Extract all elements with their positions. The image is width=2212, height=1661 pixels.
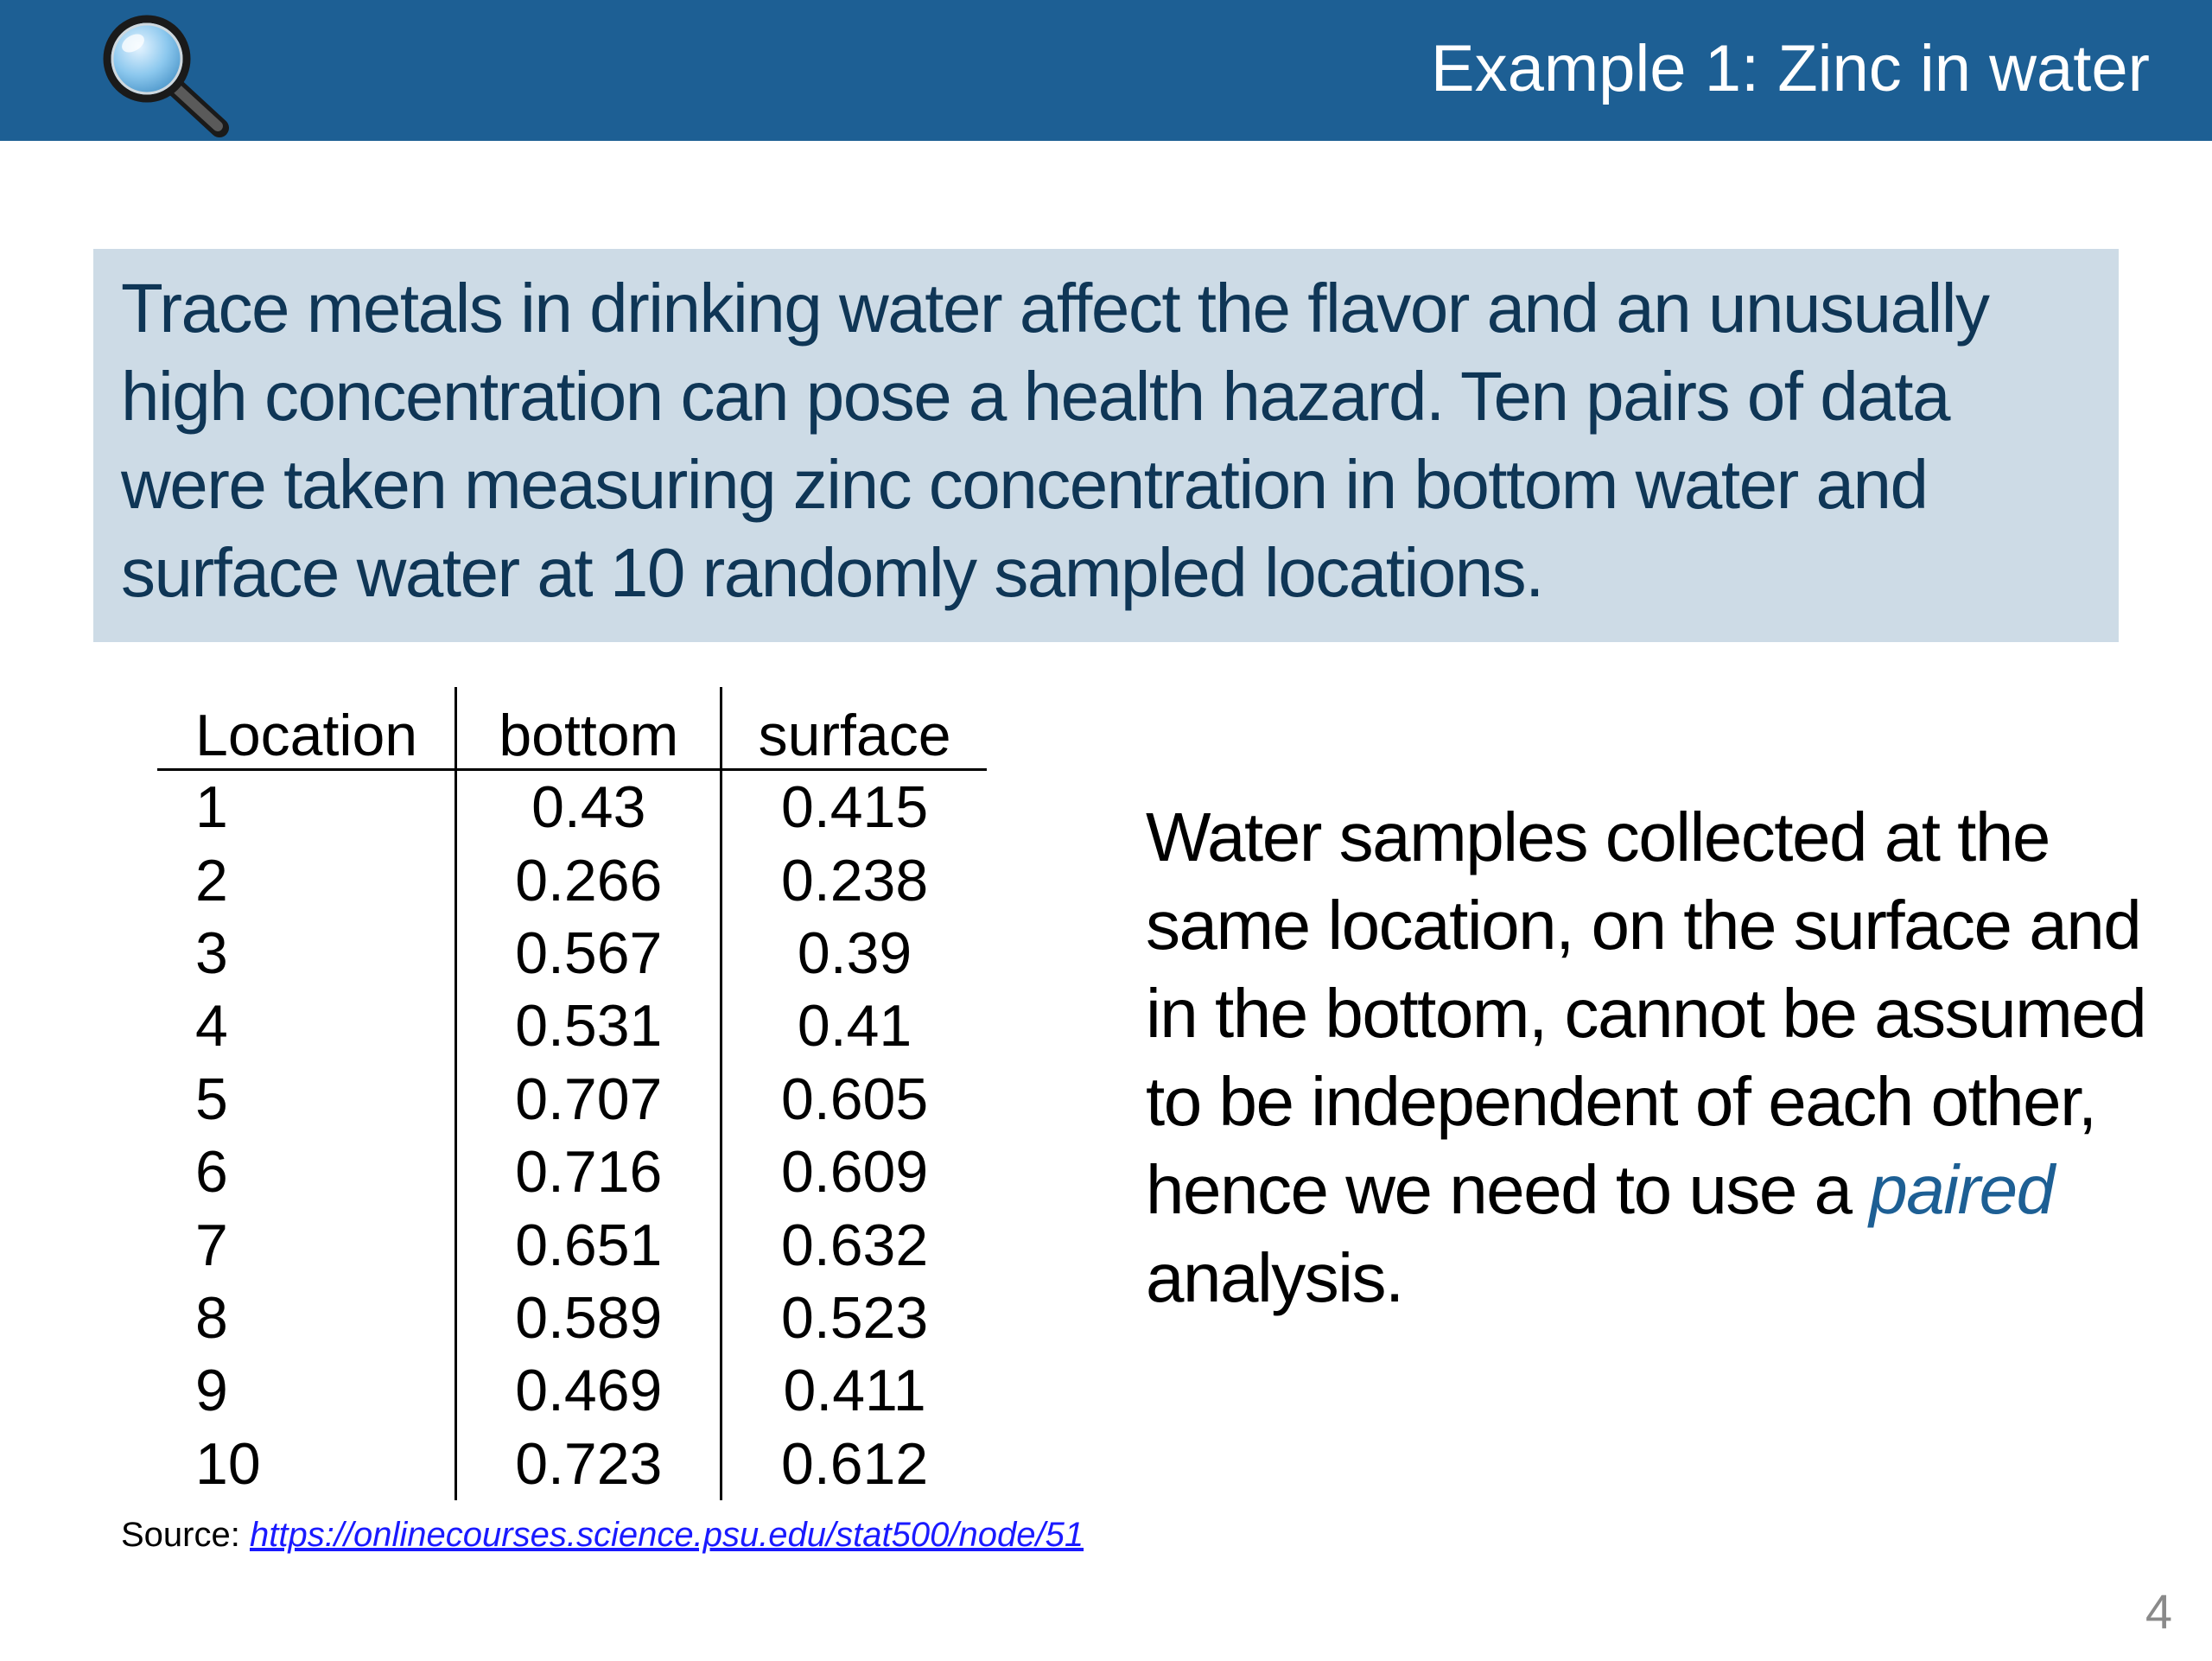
surface-cell: 0.411 bbox=[721, 1354, 987, 1427]
surface-cell: 0.39 bbox=[721, 917, 987, 990]
surface-cell: 0.523 bbox=[721, 1282, 987, 1354]
surface-cell: 0.612 bbox=[721, 1428, 987, 1500]
intro-text: Trace metals in drinking water affect the flavor and an unusually high concentration can pose a health hazard. Ten pairs of data were taken measuring zinc concentration in bottom water and surface water at 10 randomly sampled locations. bbox=[121, 270, 1989, 611]
table-row bbox=[157, 1063, 987, 1136]
table-row bbox=[157, 1354, 987, 1427]
source-label: Source: bbox=[121, 1516, 250, 1554]
note-emphasis-paired: paired bbox=[1869, 1151, 2054, 1228]
data-table-container bbox=[157, 687, 987, 1500]
table-header-row bbox=[157, 687, 987, 770]
location-cell: 8 bbox=[195, 1284, 228, 1351]
table-row bbox=[157, 990, 987, 1062]
location-cell: 1 bbox=[195, 774, 228, 841]
table-row bbox=[157, 1428, 987, 1500]
table-row bbox=[157, 770, 987, 844]
table-row bbox=[157, 917, 987, 990]
column-header-bottom: bottom bbox=[456, 687, 721, 770]
location-cell: 9 bbox=[195, 1358, 228, 1424]
note-text-before: Water samples collected at the same location, on the surface and in the bottom, cannot be assumed to be independent of each other, hence we need to use a bbox=[1146, 799, 2146, 1228]
bottom-cell: 0.531 bbox=[456, 990, 721, 1062]
bottom-cell: 0.707 bbox=[456, 1063, 721, 1136]
header-bar bbox=[0, 0, 2212, 141]
bottom-cell: 0.723 bbox=[456, 1428, 721, 1500]
location-cell: 10 bbox=[195, 1430, 261, 1497]
surface-cell: 0.605 bbox=[721, 1063, 987, 1136]
paired-analysis-note bbox=[1146, 793, 2148, 1322]
intro-box bbox=[93, 249, 2119, 642]
bottom-cell: 0.43 bbox=[456, 770, 721, 844]
table-row bbox=[157, 1208, 987, 1281]
location-cell: 4 bbox=[195, 993, 228, 1060]
table-row bbox=[157, 1136, 987, 1208]
location-cell: 7 bbox=[195, 1212, 228, 1278]
note-text-after: analysis. bbox=[1146, 1239, 1403, 1316]
table-row bbox=[157, 1282, 987, 1354]
bottom-cell: 0.266 bbox=[456, 843, 721, 916]
location-cell: 3 bbox=[195, 920, 228, 986]
surface-cell: 0.415 bbox=[721, 770, 987, 844]
magnifying-glass-icon bbox=[97, 9, 235, 138]
location-cell: 2 bbox=[195, 847, 228, 913]
surface-cell: 0.238 bbox=[721, 843, 987, 916]
surface-cell: 0.41 bbox=[721, 990, 987, 1062]
surface-cell: 0.632 bbox=[721, 1208, 987, 1281]
bottom-cell: 0.716 bbox=[456, 1136, 721, 1208]
page-title: Example 1: Zinc in water bbox=[1430, 32, 2150, 105]
source-link[interactable]: https://onlinecourses.science.psu.edu/stat500/node/51 bbox=[249, 1516, 1084, 1554]
column-header-location: Location bbox=[157, 687, 456, 770]
zinc-data-table bbox=[157, 687, 987, 1500]
bottom-cell: 0.567 bbox=[456, 917, 721, 990]
surface-cell: 0.609 bbox=[721, 1136, 987, 1208]
location-cell: 5 bbox=[195, 1066, 228, 1132]
table-row bbox=[157, 843, 987, 916]
bottom-cell: 0.651 bbox=[456, 1208, 721, 1281]
page-number: 4 bbox=[2145, 1584, 2172, 1639]
source-citation bbox=[121, 1516, 1084, 1555]
column-header-surface: surface bbox=[721, 687, 987, 770]
location-cell: 6 bbox=[195, 1139, 228, 1206]
bottom-cell: 0.469 bbox=[456, 1354, 721, 1427]
bottom-cell: 0.589 bbox=[456, 1282, 721, 1354]
